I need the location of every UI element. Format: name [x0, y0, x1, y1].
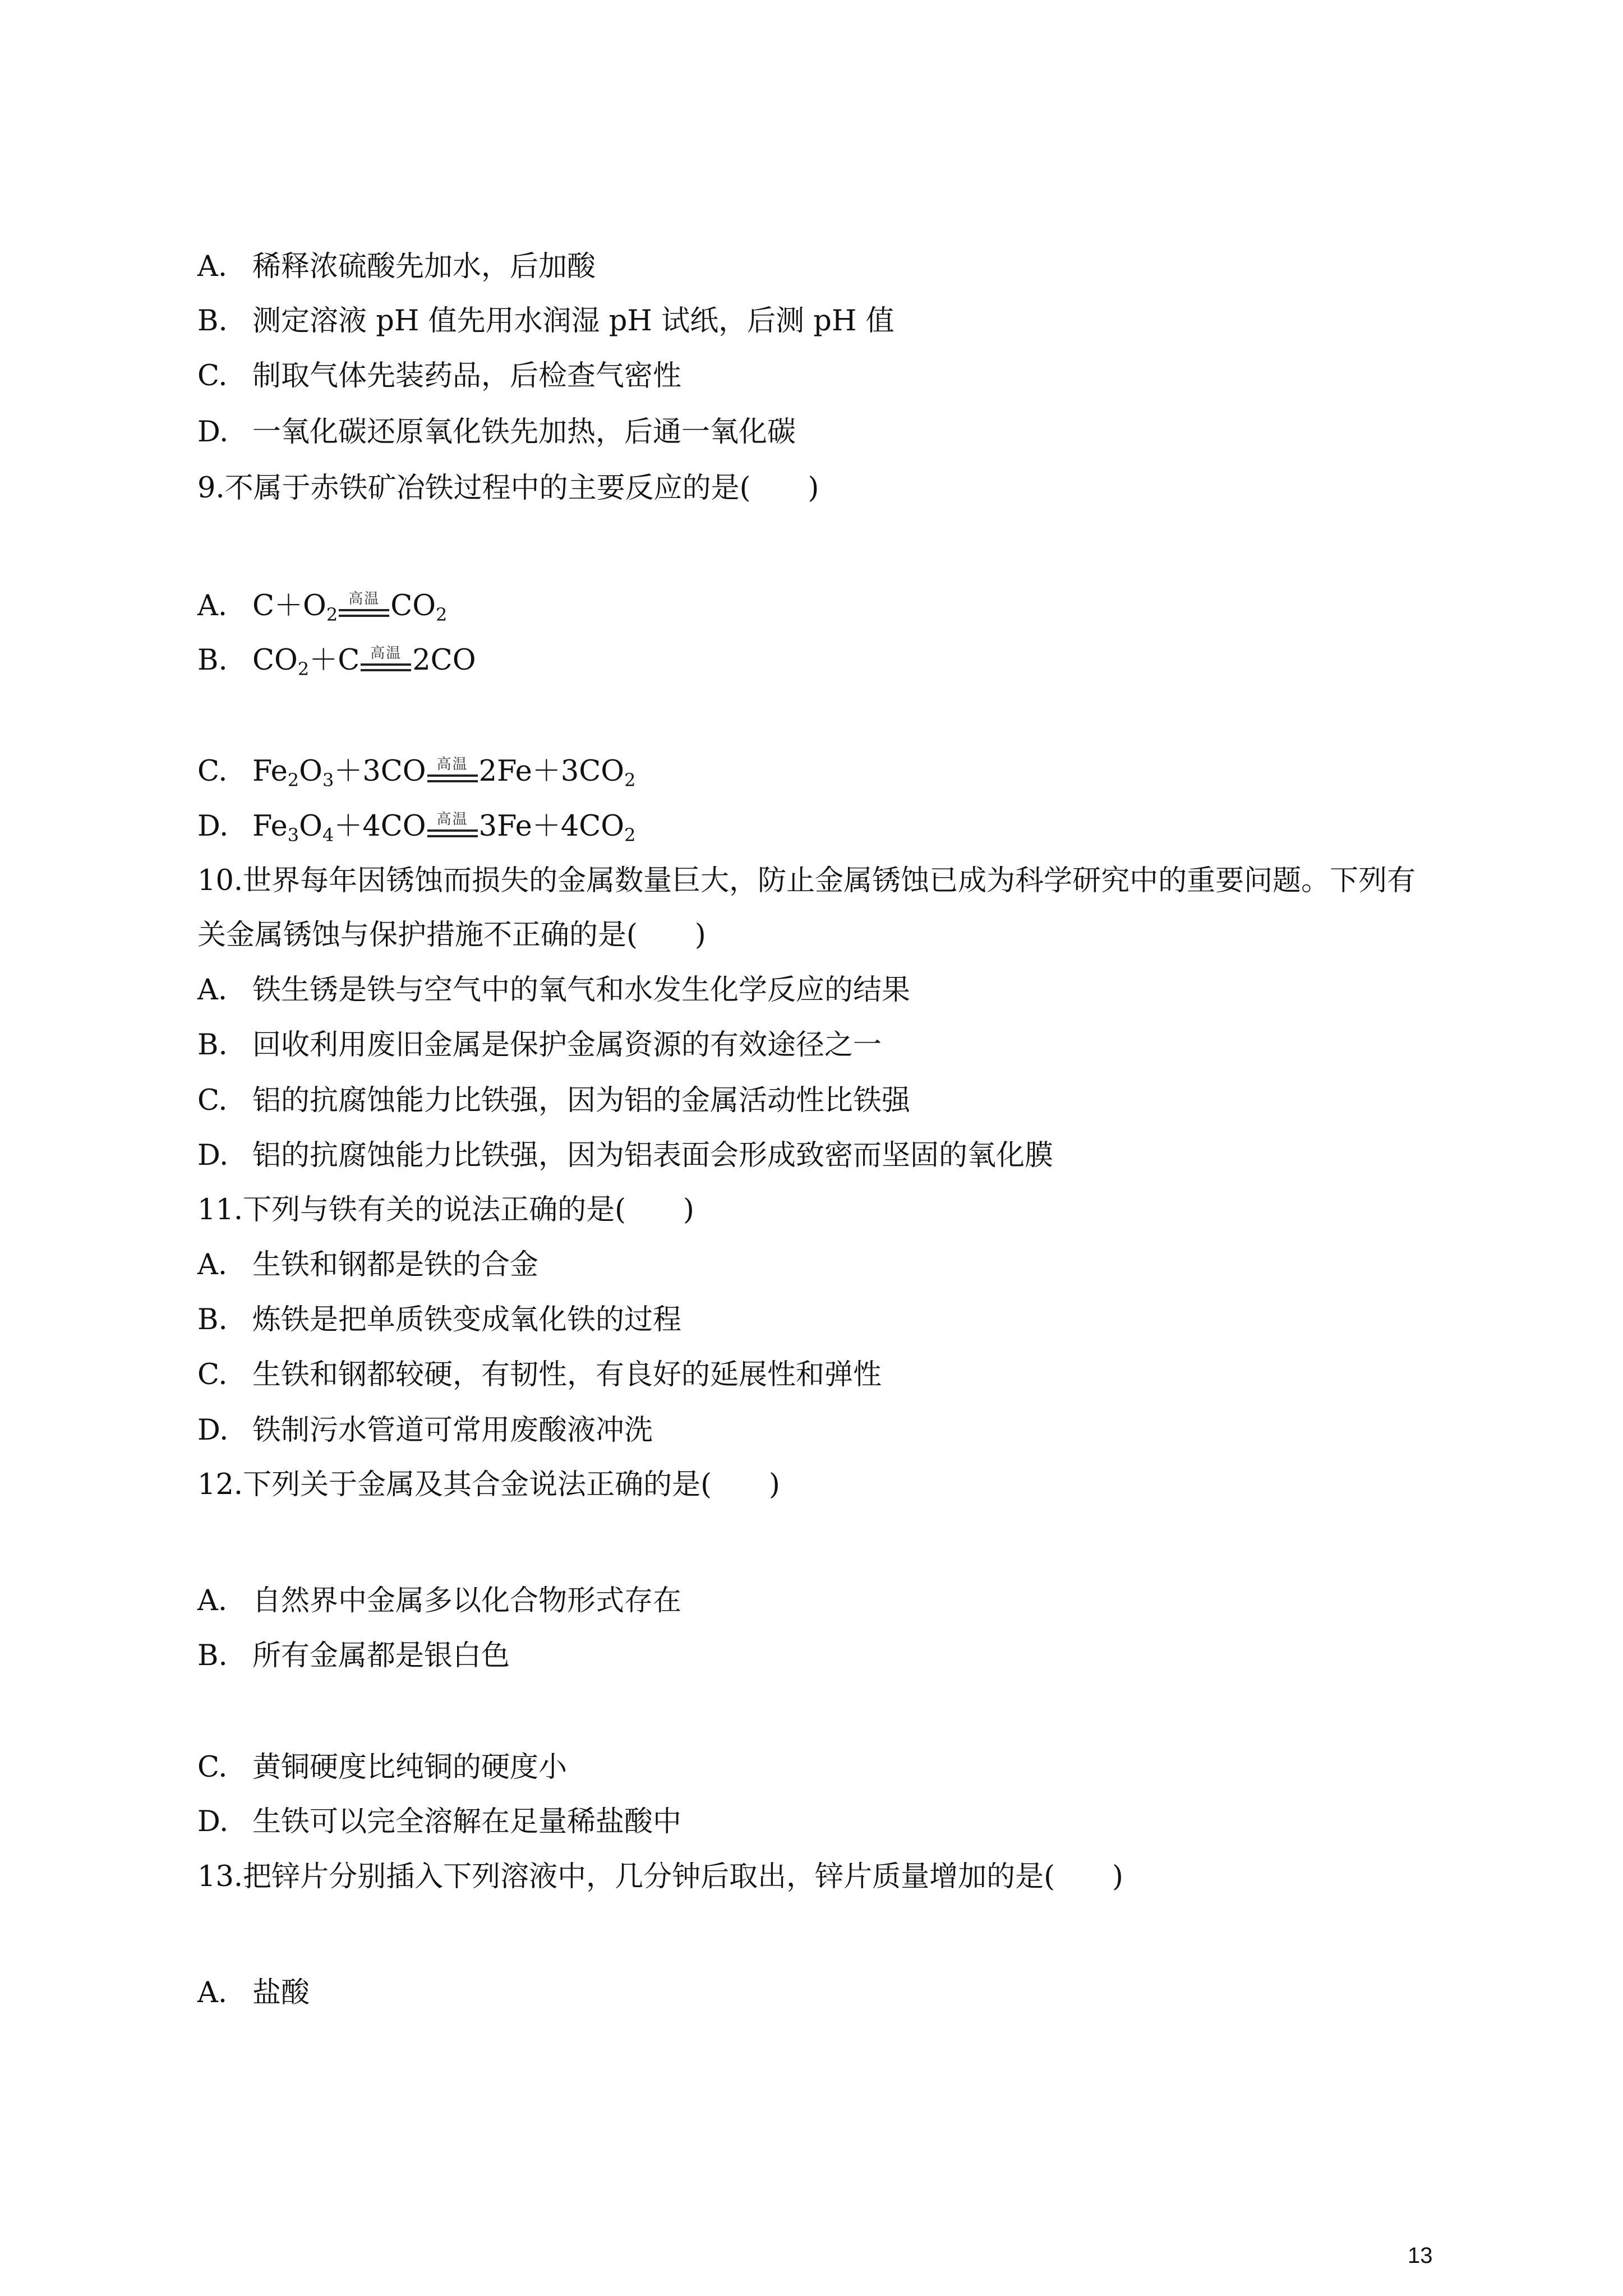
- q8-option-c: [197, 356, 681, 397]
- q10-stem-line-1: 10.世界每年因锈蚀而损失的金属数量巨大，防止金属锈蚀已成为科学研究中的重要问题。下列有: [197, 864, 1416, 897]
- high-temperature-condition-icon: 高温: [361, 646, 411, 679]
- option-letter: A.: [197, 1248, 228, 1281]
- high-temperature-condition-icon: 高温: [427, 812, 478, 845]
- q11-option-b: [197, 1300, 681, 1340]
- option-letter: C.: [197, 359, 228, 393]
- q8-option-d: [197, 412, 796, 453]
- option-text: 黄铜硬度比纯铜的硬度小: [252, 1751, 568, 1784]
- q12-option-c: [197, 1748, 567, 1788]
- q12-stem: 12.下列关于金属及其合金说法正确的是( ): [197, 1468, 780, 1501]
- option-text: 制取气体先装药品，后检查气密性: [252, 359, 682, 393]
- q12-option-a: [197, 1581, 681, 1621]
- option-text: 一氧化碳还原氧化铁先加热，后通一氧化碳: [252, 416, 796, 449]
- equation: $C+O_2$ 高温 $CO_2$: [252, 589, 448, 625]
- q10-option-a: [197, 970, 910, 1011]
- q11-stem: 11.下列与铁有关的说法正确的是( ): [197, 1193, 694, 1227]
- q13-option-a: [197, 1973, 310, 2013]
- option-text: 铝的抗腐蚀能力比铁强，因为铝表面会形成致密而坚固的氧化膜: [252, 1139, 1054, 1172]
- q10-option-b: [197, 1025, 882, 1066]
- option-text: 所有金属都是银白色: [252, 1639, 510, 1672]
- q10-stem-line-2: 关金属锈蚀与保护措施不正确的是( ): [197, 919, 706, 952]
- option-text: 回收利用废旧金属是保护金属资源的有效途径之一: [252, 1029, 882, 1062]
- q12-option-b: [197, 1636, 510, 1676]
- option-letter: B.: [197, 1639, 228, 1672]
- option-text: 测定溶液 pH 值先用水润湿 pH 试纸，后测 pH 值: [252, 305, 895, 338]
- option-text: 生铁和钢都是铁的合金: [252, 1248, 539, 1281]
- equation: $Fe_2O_3+3CO$ 高温 $2Fe+3CO_2$: [252, 755, 636, 791]
- q9-option-a: [197, 586, 447, 626]
- option-letter: A.: [197, 1976, 228, 2009]
- option-text: 自然界中金属多以化合物形式存在: [252, 1584, 682, 1617]
- option-letter: D.: [197, 1414, 229, 1447]
- q9-option-c: [197, 751, 635, 792]
- option-letter: A.: [197, 589, 228, 623]
- option-letter: C.: [197, 755, 228, 788]
- option-letter: C.: [197, 1084, 228, 1117]
- equation: $CO_2+C$ 高温 2CO: [252, 644, 476, 680]
- q12-option-d: [197, 1802, 681, 1842]
- option-letter: B.: [197, 644, 228, 677]
- option-text: 炼铁是把单质铁变成氧化铁的过程: [252, 1303, 682, 1336]
- option-text: 盐酸: [252, 1976, 310, 2009]
- q10-option-d: [197, 1136, 1053, 1176]
- option-text: 铁制污水管道可常用废酸液冲洗: [252, 1414, 653, 1447]
- option-letter: D.: [197, 1139, 229, 1172]
- q10-option-c: [197, 1081, 910, 1121]
- option-text: 铝的抗腐蚀能力比铁强，因为铝的金属活动性比铁强: [252, 1084, 911, 1117]
- option-letter: C.: [197, 1358, 228, 1391]
- option-letter: A.: [197, 974, 228, 1007]
- option-letter: B.: [197, 305, 228, 338]
- option-letter: B.: [197, 1303, 228, 1336]
- option-letter: D.: [197, 1805, 229, 1838]
- option-text: 生铁和钢都较硬，有韧性，有良好的延展性和弹性: [252, 1358, 882, 1391]
- q9-option-d: [197, 806, 635, 847]
- page-number: 13: [1408, 2243, 1433, 2268]
- high-temperature-condition-icon: 高温: [427, 757, 478, 790]
- q11-option-a: [197, 1245, 538, 1285]
- option-text: 铁生锈是铁与空气中的氧气和水发生化学反应的结果: [252, 974, 911, 1007]
- option-text: 生铁可以完全溶解在足量稀盐酸中: [252, 1805, 682, 1838]
- q8-option-a: [197, 247, 596, 287]
- high-temperature-condition-icon: 高温: [339, 591, 389, 625]
- q11-option-c: [197, 1355, 882, 1395]
- q11-option-d: [197, 1410, 653, 1451]
- q9-option-b: [197, 640, 476, 681]
- option-text: 稀释浓硫酸先加水，后加酸: [252, 250, 596, 283]
- option-letter: B.: [197, 1029, 228, 1062]
- option-letter: A.: [197, 1584, 228, 1617]
- option-letter: C.: [197, 1751, 228, 1784]
- option-letter: A.: [197, 250, 228, 283]
- q9-stem: 9.不属于赤铁矿冶铁过程中的主要反应的是( ): [197, 472, 819, 505]
- option-letter: D.: [197, 810, 229, 843]
- q13-stem: 13.把锌片分别插入下列溶液中，几分钟后取出，锌片质量增加的是( ): [197, 1860, 1123, 1893]
- q8-option-b: [197, 301, 895, 342]
- option-letter: D.: [197, 416, 229, 449]
- equation: $Fe_3O_4+4CO$ 高温 $3Fe+4CO_2$: [252, 810, 636, 846]
